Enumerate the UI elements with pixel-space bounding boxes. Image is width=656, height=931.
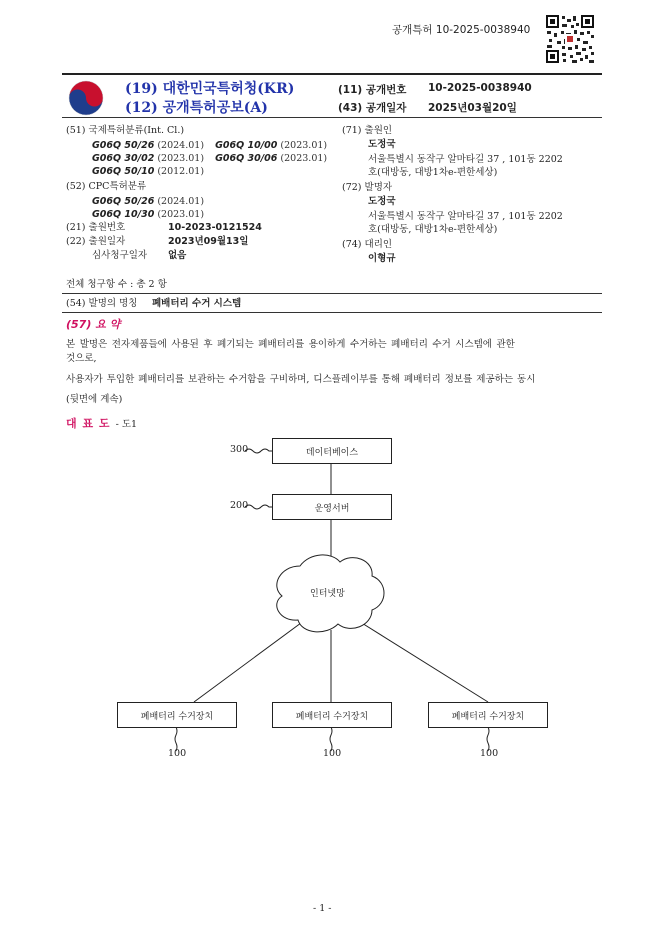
representative-figure: 대 표 도 - 도1 bbox=[66, 417, 138, 430]
device-box-right: 폐배터리 수거장치 bbox=[428, 702, 548, 728]
ref-200: 200 bbox=[230, 500, 249, 511]
pub-date: 2025년03월20일 bbox=[428, 102, 517, 114]
ref-100-left: 100 bbox=[168, 748, 187, 759]
ref-leader-300 bbox=[245, 449, 272, 453]
device-box-center: 폐배터리 수거장치 bbox=[272, 702, 392, 728]
exam-label: 심사청구일자 bbox=[92, 250, 148, 261]
agent-label: (74) 대리인 bbox=[342, 239, 393, 250]
app-no-label: (21) 출원번호 bbox=[66, 222, 126, 233]
inventor-address-2: 호(대방동, 대방1차e-편한세상) bbox=[368, 224, 498, 235]
applicant-address-1: 서울특별시 동작구 알마타길 37 , 101동 2202 bbox=[368, 154, 563, 165]
invention-title: 폐배터리 수거 시스템 bbox=[152, 298, 242, 309]
pub-date-label: (43) 공개일자 bbox=[338, 102, 407, 114]
ipc-line-1: G06Q 50/26 (2024.01) G06Q 10/00 (2023.01) bbox=[92, 140, 328, 151]
ref-100-right: 100 bbox=[480, 748, 499, 759]
device-box-left: 폐배터리 수거장치 bbox=[117, 702, 237, 728]
ipc-line-3: G06Q 50/10 (2012.01) bbox=[92, 166, 205, 177]
network-label: 인터넷망 bbox=[310, 589, 345, 599]
cpc-line-1: G06Q 50/26 (2024.01) bbox=[92, 196, 205, 207]
applicant-address-2: 호(대방동, 대방1차e-편한세상) bbox=[368, 167, 498, 178]
abstract-line-3: 사용자가 투입한 폐배터리를 보관하는 수거함을 구비하며, 디스플레이부를 통해 폐배터리 정보를 제공하는 동시 bbox=[66, 374, 536, 385]
database-box: 데이터베이스 bbox=[272, 438, 392, 464]
pub-no-label: (11) 공개번호 bbox=[338, 84, 407, 96]
inventor-name: 도정국 bbox=[368, 196, 396, 207]
exam-value: 없음 bbox=[168, 250, 187, 261]
ipc-label: (51) 국제특허분류(Int. Cl.) bbox=[66, 125, 185, 136]
claims-count: 전체 청구항 수 : 총 2 항 bbox=[66, 279, 167, 290]
continued-note: (뒷면에 계속) bbox=[66, 394, 123, 405]
inventor-label: (72) 발명자 bbox=[342, 182, 393, 193]
server-box: 운영서버 bbox=[272, 494, 392, 520]
pub-no: 10-2025-0038940 bbox=[428, 82, 532, 94]
inventor-address-1: 서울특별시 동작구 알마타길 37 , 101동 2202 bbox=[368, 211, 563, 222]
agent-name: 이형규 bbox=[368, 253, 396, 264]
abstract-line-2: 것으로, bbox=[66, 353, 97, 364]
network-device-link-left bbox=[194, 620, 305, 702]
ipc-line-2: G06Q 30/02 (2023.01) G06Q 30/06 (2023.01) bbox=[92, 153, 328, 164]
abstract-line-1: 본 발명은 전자제품들에 사용된 후 폐기되는 폐배터리를 용이하게 수거하는 폐배터리 수거 시스템에 관한 bbox=[66, 339, 515, 350]
ref-leader-200 bbox=[245, 505, 272, 509]
app-date: 2023년09월13일 bbox=[168, 236, 249, 247]
abstract-heading: (57) 요 약 bbox=[66, 318, 121, 331]
applicant-label: (71) 출원인 bbox=[342, 125, 393, 136]
network-device-link-right bbox=[357, 620, 488, 702]
publication-type: (12) 공개특허공보(A) bbox=[125, 100, 268, 116]
cpc-label: (52) CPC특허분류 bbox=[66, 181, 147, 192]
app-no: 10-2023-0121524 bbox=[168, 222, 262, 233]
ref-100-center: 100 bbox=[323, 748, 342, 759]
office-title: (19) 대한민국특허청(KR) bbox=[125, 81, 295, 97]
document-id: 공개특허 10-2025-0038940 bbox=[392, 24, 531, 36]
app-date-label: (22) 출원일자 bbox=[66, 236, 126, 247]
page-number: - 1 - bbox=[313, 903, 332, 914]
applicant-name: 도정국 bbox=[368, 139, 396, 150]
title-label: (54) 발명의 명칭 bbox=[66, 298, 138, 309]
cpc-line-2: G06Q 10/30 (2023.01) bbox=[92, 209, 205, 220]
ref-300: 300 bbox=[230, 444, 249, 455]
